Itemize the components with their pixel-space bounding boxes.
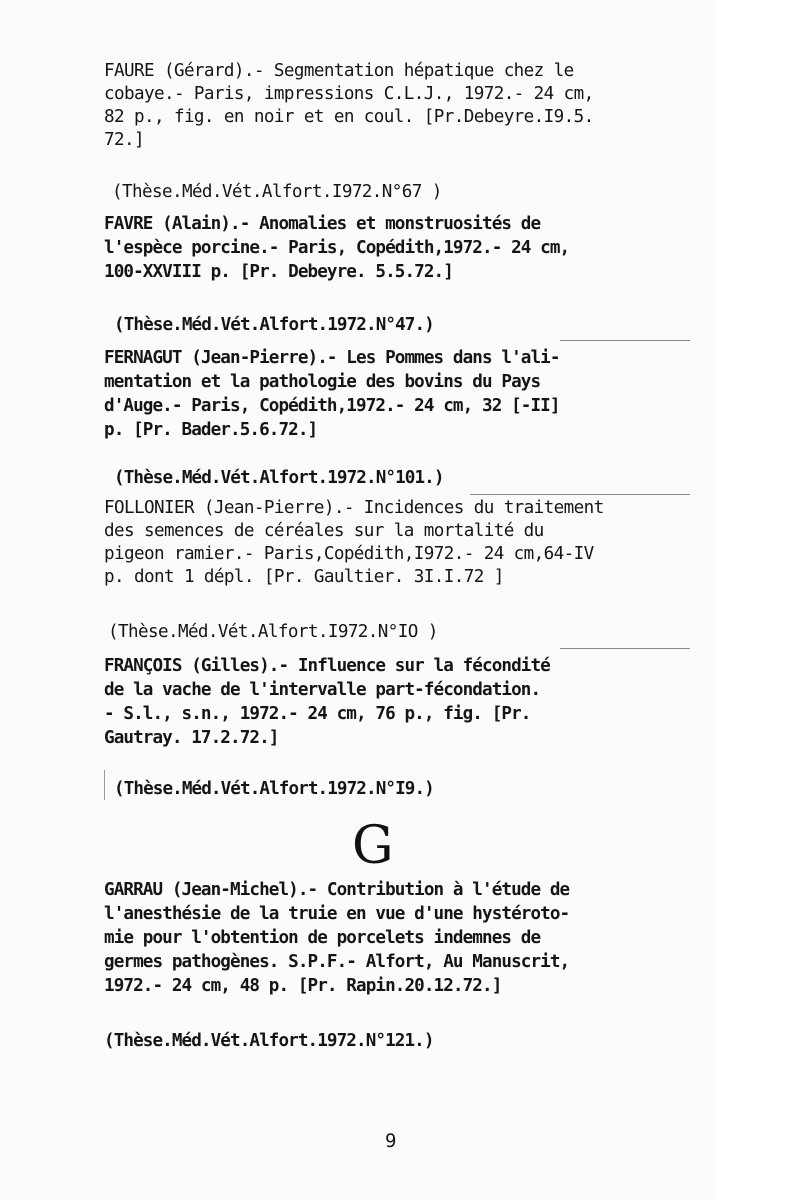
thesis-note-favre: (Thèse.Méd.Vét.Alfort.1972.N°47.) [114,315,434,335]
thesis-note-fernagut: (Thèse.Méd.Vét.Alfort.1972.N°101.) [114,468,444,488]
entry-line: l'anesthésie de la truie en vue d'une hystéroto- [104,904,570,924]
entry-line: des semences de céréales sur la mortalité du [104,521,544,541]
thesis-note-garrau: (Thèse.Méd.Vét.Alfort.1972.N°121.) [104,1031,434,1051]
entry-line: mentation et la pathologie des bovins du Pays [104,372,541,392]
entry-line: pigeon ramier.- Paris,Copédith,I972.- 24 cm,64-IV [104,544,594,564]
entry-line: 72.] [104,130,144,150]
scan-margin [716,0,800,1200]
thesis-note-follonier: (Thèse.Méd.Vét.Alfort.I972.N°IO ) [108,622,438,642]
entry-line: FAURE (Gérard).- Segmentation hépatique chez le [104,61,574,81]
entry-line: FERNAGUT (Jean-Pierre).- Les Pommes dans l'ali- [104,348,560,368]
entry-favre [104,212,704,284]
entry-follonier [104,497,704,589]
page-number: 9 [385,1130,397,1152]
thesis-note-francois: (Thèse.Méd.Vét.Alfort.1972.N°I9.) [114,779,434,799]
entry-line: l'espèce porcine.- Paris, Copédith,1972.- 24 cm, [104,238,570,258]
entry-line: p. dont 1 dépl. [Pr. Gaultier. 3I.I.72 ] [104,567,504,587]
entry-line: Gautray. 17.2.72.] [104,728,279,748]
entry-line: de la vache de l'intervalle part-fécondation. [104,680,541,700]
entry-line: - S.l., s.n., 1972.- 24 cm, 76 p., fig. [Pr. [104,704,531,724]
entry-line: p. [Pr. Bader.5.6.72.] [104,420,318,440]
separator-rule [560,340,690,341]
entry-line: 1972.- 24 cm, 48 p. [Pr. Rapin.20.12.72.] [104,976,502,996]
entry-line: 100-XXVIII p. [Pr. Debeyre. 5.5.72.] [104,262,453,282]
section-letter-heading: G [352,816,394,876]
entry-line: FRANÇOIS (Gilles).- Influence sur la fécondité [104,656,550,676]
thesis-note-faure: (Thèse.Méd.Vét.Alfort.I972.N°67 ) [112,182,442,202]
entry-line: 82 p., fig. en noir et en coul. [Pr.Debeyre.I9.5. [104,107,594,127]
entry-faure [104,60,704,152]
entry-francois [104,654,704,750]
margin-mark [104,770,105,800]
entry-line: d'Auge.- Paris, Copédith,1972.- 24 cm, 32 [-II] [104,396,560,416]
entry-line: germes pathogènes. S.P.F.- Alfort, Au Manuscrit, [104,952,570,972]
entry-line: FOLLONIER (Jean-Pierre).- Incidences du traitement [104,498,604,518]
entry-fernagut [104,346,704,442]
entry-garrau [104,878,704,998]
separator-rule [560,648,690,649]
entry-line: FAVRE (Alain).- Anomalies et monstruosités de [104,214,541,234]
entry-line: cobaye.- Paris, impressions C.L.J., 1972.- 24 cm, [104,84,594,104]
entry-line: mie pour l'obtention de porcelets indemnes de [104,928,541,948]
separator-rule [470,494,690,495]
entry-line: GARRAU (Jean-Michel).- Contribution à l'étude de [104,880,570,900]
